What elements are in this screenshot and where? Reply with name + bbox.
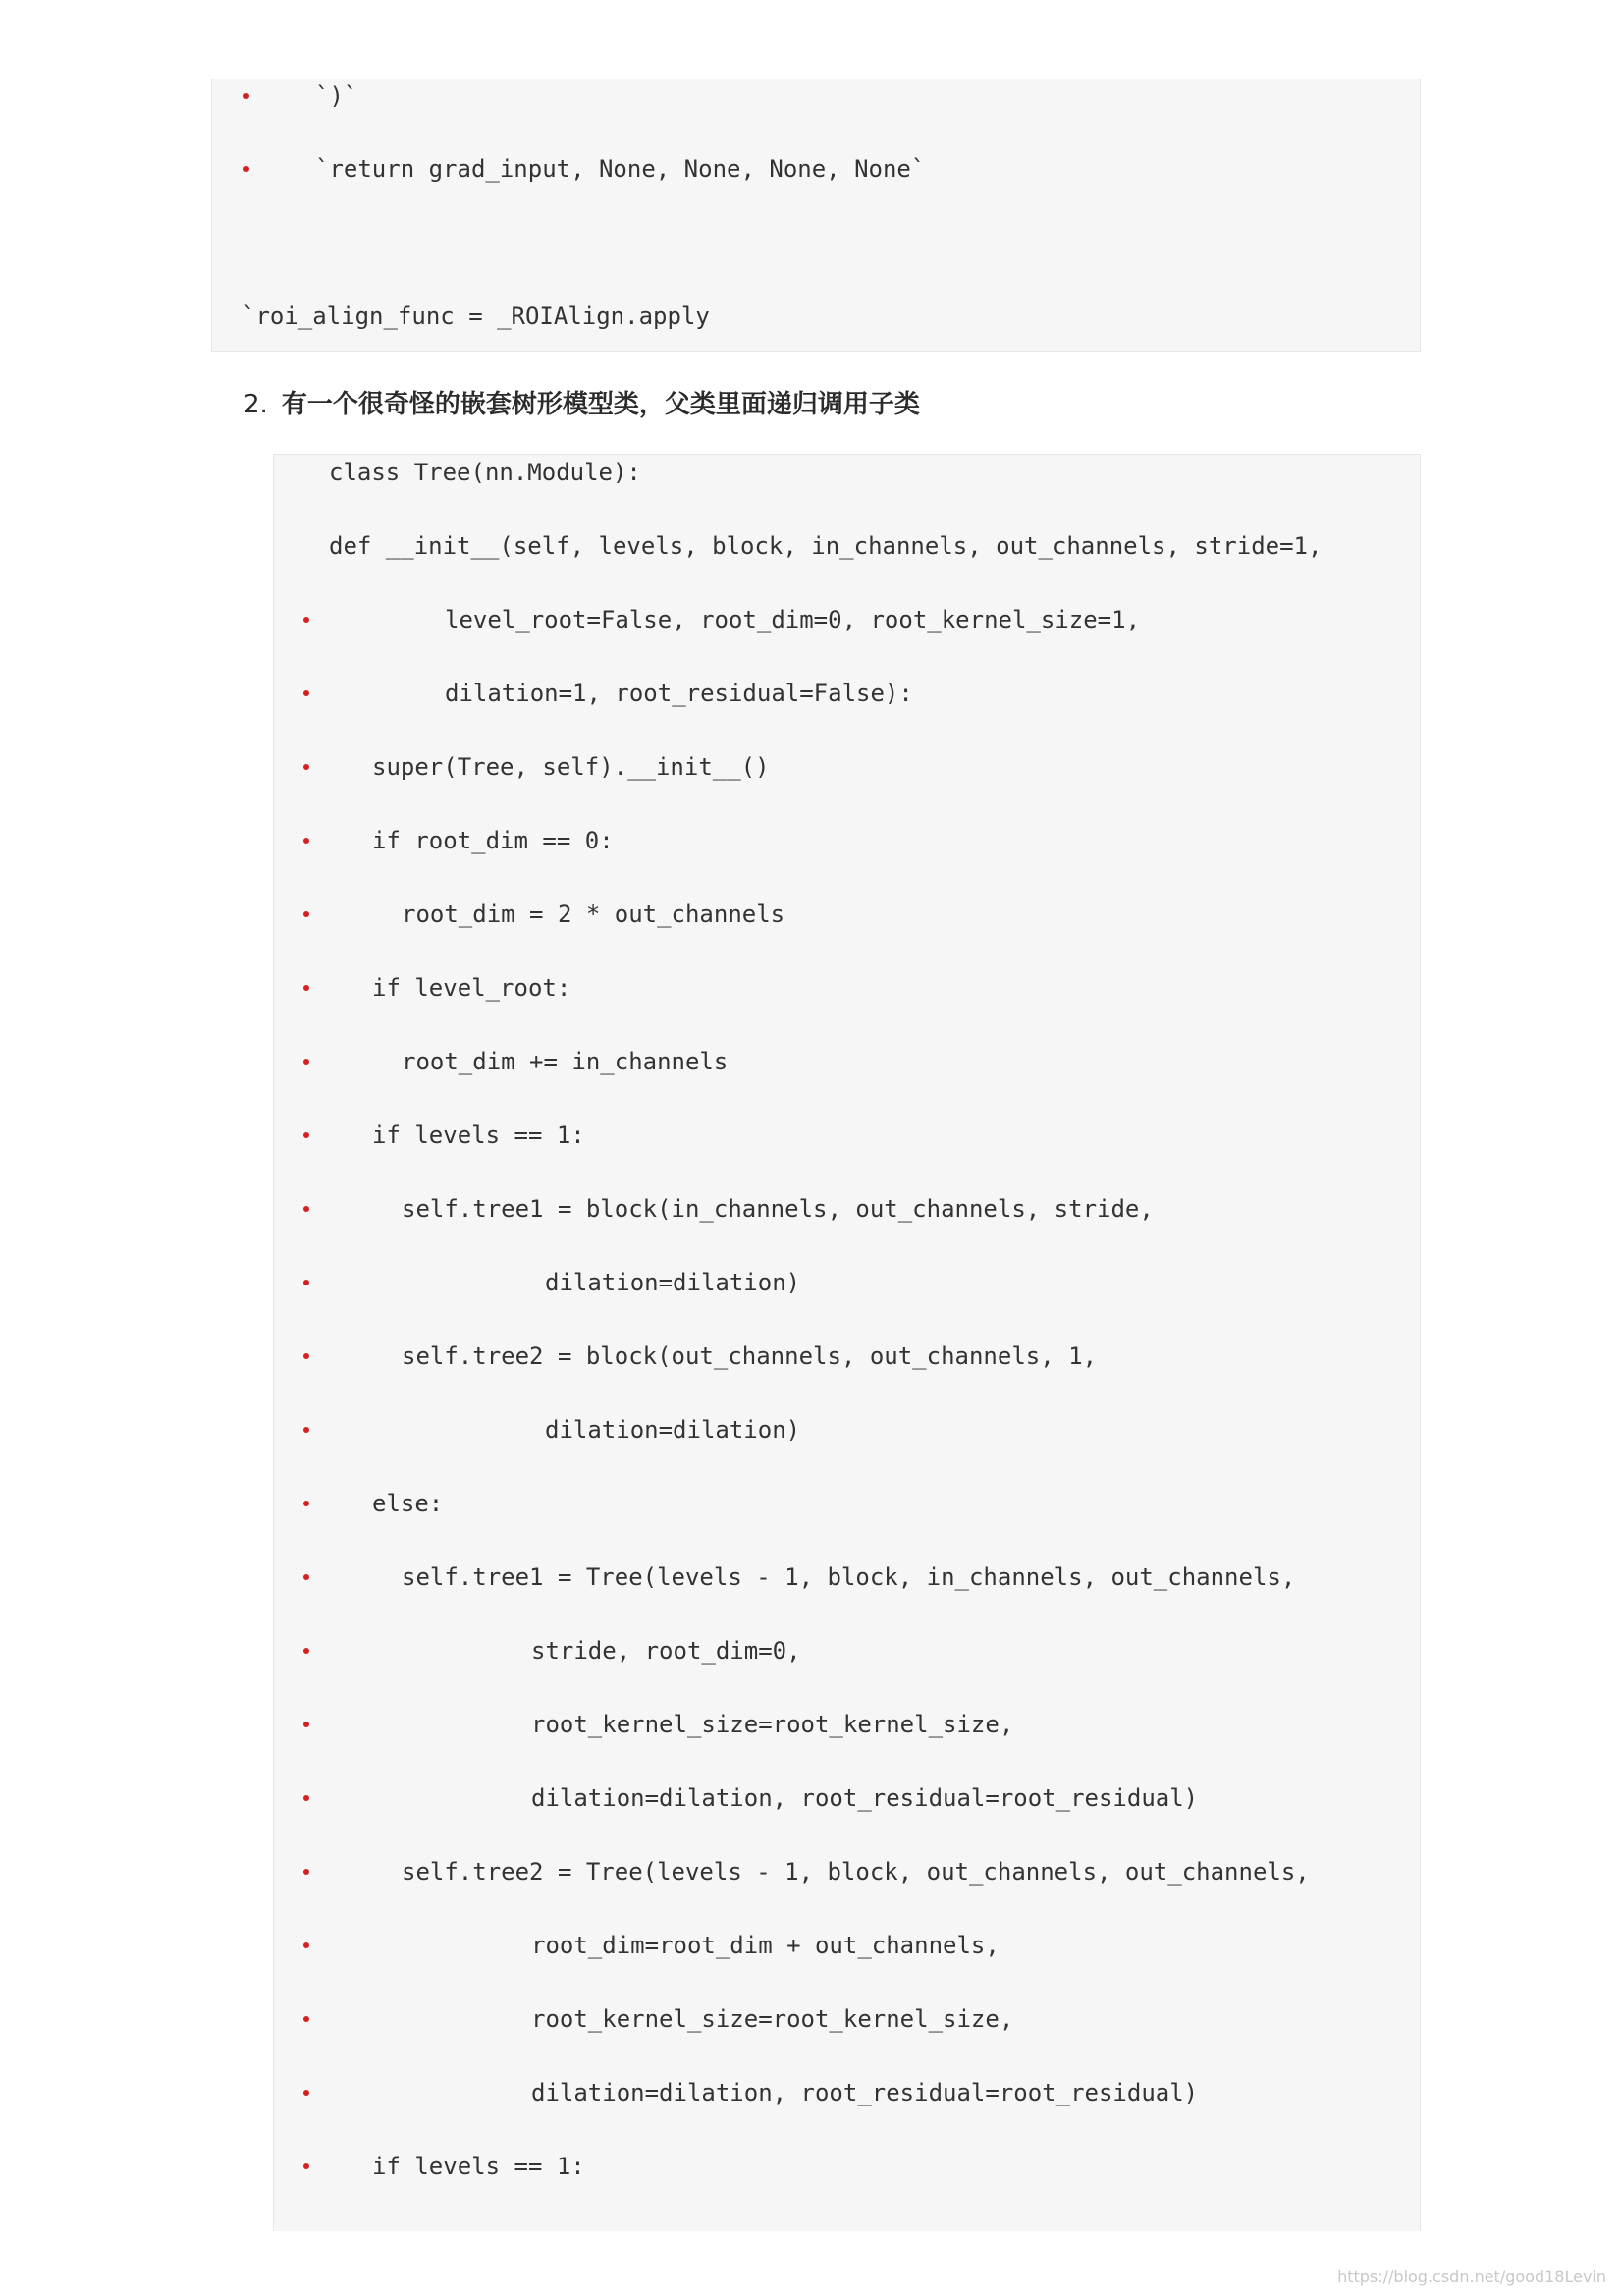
bullet-icon bbox=[303, 1722, 309, 1727]
code-line bbox=[274, 1778, 1420, 1818]
code-text: dilation=dilation) bbox=[545, 1416, 801, 1444]
code-text: if levels == 1: bbox=[372, 2153, 585, 2180]
code-text: stride, root_dim=0, bbox=[531, 1637, 801, 1665]
code-line bbox=[274, 747, 1420, 787]
bullet-icon bbox=[303, 1501, 309, 1506]
code-text: self.tree2 = Tree(levels - 1, block, out_channels, out_channels, bbox=[402, 1858, 1310, 1886]
code-line bbox=[274, 2147, 1420, 2186]
heading-title: 有一个很奇怪的嵌套树形模型类，父类里面递归调用子类 bbox=[281, 390, 920, 419]
bullet-icon bbox=[303, 1132, 309, 1138]
heading-number: 2. bbox=[243, 390, 268, 419]
bullet-icon bbox=[303, 2163, 309, 2169]
bullet-icon bbox=[303, 1942, 309, 1948]
bullet-icon bbox=[303, 1206, 309, 1212]
code-line bbox=[274, 1484, 1420, 1523]
code-text: else: bbox=[372, 1490, 444, 1517]
bullet-icon bbox=[303, 1648, 309, 1654]
bullet-icon bbox=[303, 617, 309, 623]
code-line bbox=[274, 1116, 1420, 1155]
code-text: `)` bbox=[315, 82, 358, 110]
code-text: if levels == 1: bbox=[372, 1121, 585, 1149]
bullet-icon bbox=[303, 2016, 309, 2022]
code-line bbox=[212, 297, 1420, 336]
code-block-2 bbox=[273, 454, 1421, 2231]
code-text: level_root=False, root_dim=0, root_kernel_size=1, bbox=[445, 606, 1141, 633]
code-text: if level_root: bbox=[372, 974, 571, 1002]
code-line bbox=[274, 1410, 1420, 1449]
code-line bbox=[274, 1999, 1420, 2039]
code-line bbox=[274, 1558, 1420, 1597]
code-line bbox=[274, 821, 1420, 860]
bullet-icon bbox=[303, 1795, 309, 1801]
code-text: self.tree1 = Tree(levels - 1, block, in_channels, out_channels, bbox=[402, 1563, 1296, 1591]
bullet-icon bbox=[303, 2090, 309, 2096]
code-text: root_dim = 2 * out_channels bbox=[402, 901, 785, 928]
code-line bbox=[212, 77, 1420, 116]
bullet-icon bbox=[303, 1574, 309, 1580]
code-line bbox=[274, 674, 1420, 713]
code-text: class Tree(nn.Module): bbox=[329, 459, 641, 486]
bullet-icon bbox=[303, 1280, 309, 1285]
code-text: dilation=dilation, root_residual=root_residual) bbox=[531, 2079, 1199, 2106]
code-text: `roi_align_func = _ROIAlign.apply bbox=[242, 302, 710, 330]
bullet-icon bbox=[303, 764, 309, 770]
code-text: def __init__(self, levels, block, in_channels, out_channels, stride=1, bbox=[329, 532, 1323, 560]
code-line bbox=[212, 149, 1420, 189]
code-text: `return grad_input, None, None, None, None` bbox=[315, 155, 926, 183]
code-text: self.tree2 = block(out_channels, out_channels, 1, bbox=[402, 1342, 1098, 1370]
code-line bbox=[274, 1926, 1420, 1965]
bullet-icon bbox=[303, 911, 309, 917]
bullet-icon bbox=[303, 985, 309, 991]
code-line bbox=[274, 2073, 1420, 2112]
bullet-icon bbox=[303, 690, 309, 696]
bullet-icon bbox=[303, 1427, 309, 1433]
bullet-icon bbox=[303, 1869, 309, 1875]
code-block-1 bbox=[211, 79, 1421, 352]
code-text: root_kernel_size=root_kernel_size, bbox=[531, 2005, 1014, 2033]
code-text: root_kernel_size=root_kernel_size, bbox=[531, 1711, 1014, 1738]
code-line bbox=[274, 968, 1420, 1008]
code-line bbox=[274, 1852, 1420, 1891]
code-line bbox=[274, 453, 1420, 492]
code-text: dilation=1, root_residual=False): bbox=[445, 680, 913, 707]
code-line bbox=[274, 600, 1420, 639]
code-text: root_dim=root_dim + out_channels, bbox=[531, 1932, 1000, 1959]
bullet-icon bbox=[243, 166, 249, 172]
code-line bbox=[274, 1189, 1420, 1229]
code-text: if root_dim == 0: bbox=[372, 827, 614, 854]
code-line bbox=[274, 526, 1420, 566]
watermark: https://blog.csdn.net/good18Levin bbox=[1337, 2268, 1606, 2286]
code-line bbox=[274, 1631, 1420, 1670]
bullet-icon bbox=[243, 93, 249, 99]
code-text: super(Tree, self).__init__() bbox=[372, 753, 770, 781]
code-line bbox=[274, 1337, 1420, 1376]
code-text: dilation=dilation) bbox=[545, 1269, 801, 1296]
code-line bbox=[274, 1042, 1420, 1081]
code-text: dilation=dilation, root_residual=root_residual) bbox=[531, 1784, 1199, 1812]
code-line bbox=[274, 895, 1420, 934]
bullet-icon bbox=[303, 1059, 309, 1065]
bullet-icon bbox=[303, 1353, 309, 1359]
code-text: root_dim += in_channels bbox=[402, 1048, 729, 1075]
code-text: self.tree1 = block(in_channels, out_channels, stride, bbox=[402, 1195, 1154, 1223]
bullet-icon bbox=[303, 838, 309, 844]
code-line bbox=[274, 1705, 1420, 1744]
code-line bbox=[274, 1263, 1420, 1302]
section-heading bbox=[243, 385, 920, 424]
